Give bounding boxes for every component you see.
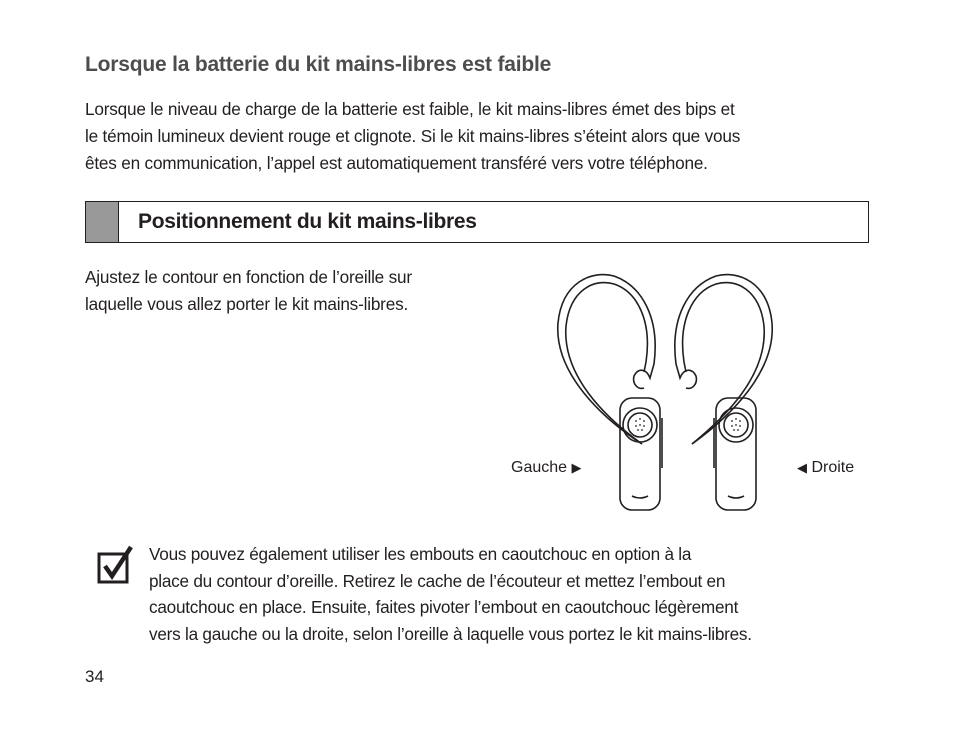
- paragraph-line: Ajustez le contour en fonction de l’oreille sur: [85, 267, 412, 287]
- section-header: [85, 201, 869, 243]
- section-marker: [86, 202, 119, 242]
- paragraph-line: êtes en communication, l’appel est automatiquement transféré vers votre téléphone.: [85, 153, 708, 173]
- note-line: Vous pouvez également utiliser les embouts en caoutchouc en option à la: [149, 544, 692, 564]
- checkbox-check-icon: [97, 544, 135, 584]
- label-left-text: Gauche: [511, 459, 568, 476]
- note-line: place du contour d’oreille. Retirez le cache de l’écouteur et mettez l’embout en: [149, 570, 726, 591]
- headset-illustration: [552, 268, 782, 518]
- positioning-paragraph: [85, 264, 505, 318]
- paragraph-line: laquelle vous allez porter le kit mains-libres.: [85, 294, 409, 314]
- arrow-left-icon: ◀: [797, 460, 807, 475]
- note-line: vers la gauche ou la droite, selon l’oreille à laquelle vous portez le kit mains-libres.: [149, 623, 752, 644]
- label-right: [797, 459, 854, 477]
- arrow-right-icon: ▶: [571, 460, 582, 475]
- paragraph-line: Lorsque le niveau de charge de la batterie est faible, le kit mains-libres émet des bips et: [85, 99, 735, 119]
- paragraph-line: le témoin lumineux devient rouge et clignote. Si le kit mains-libres s’éteint alors que vous: [85, 126, 741, 146]
- low-battery-heading: Lorsque la batterie du kit mains-libres est faible: [85, 53, 552, 76]
- right-ear-hook: [675, 275, 772, 444]
- label-right-text: Droite: [811, 459, 855, 476]
- section-title: Positionnement du kit mains-libres: [138, 210, 477, 233]
- label-left: [511, 459, 582, 477]
- low-battery-paragraph: [85, 96, 885, 177]
- page-number: 34: [85, 667, 104, 686]
- note-paragraph: [149, 541, 869, 647]
- note-line: caoutchouc en place. Ensuite, faites pivoter l’embout en caoutchouc légèrement: [149, 597, 739, 617]
